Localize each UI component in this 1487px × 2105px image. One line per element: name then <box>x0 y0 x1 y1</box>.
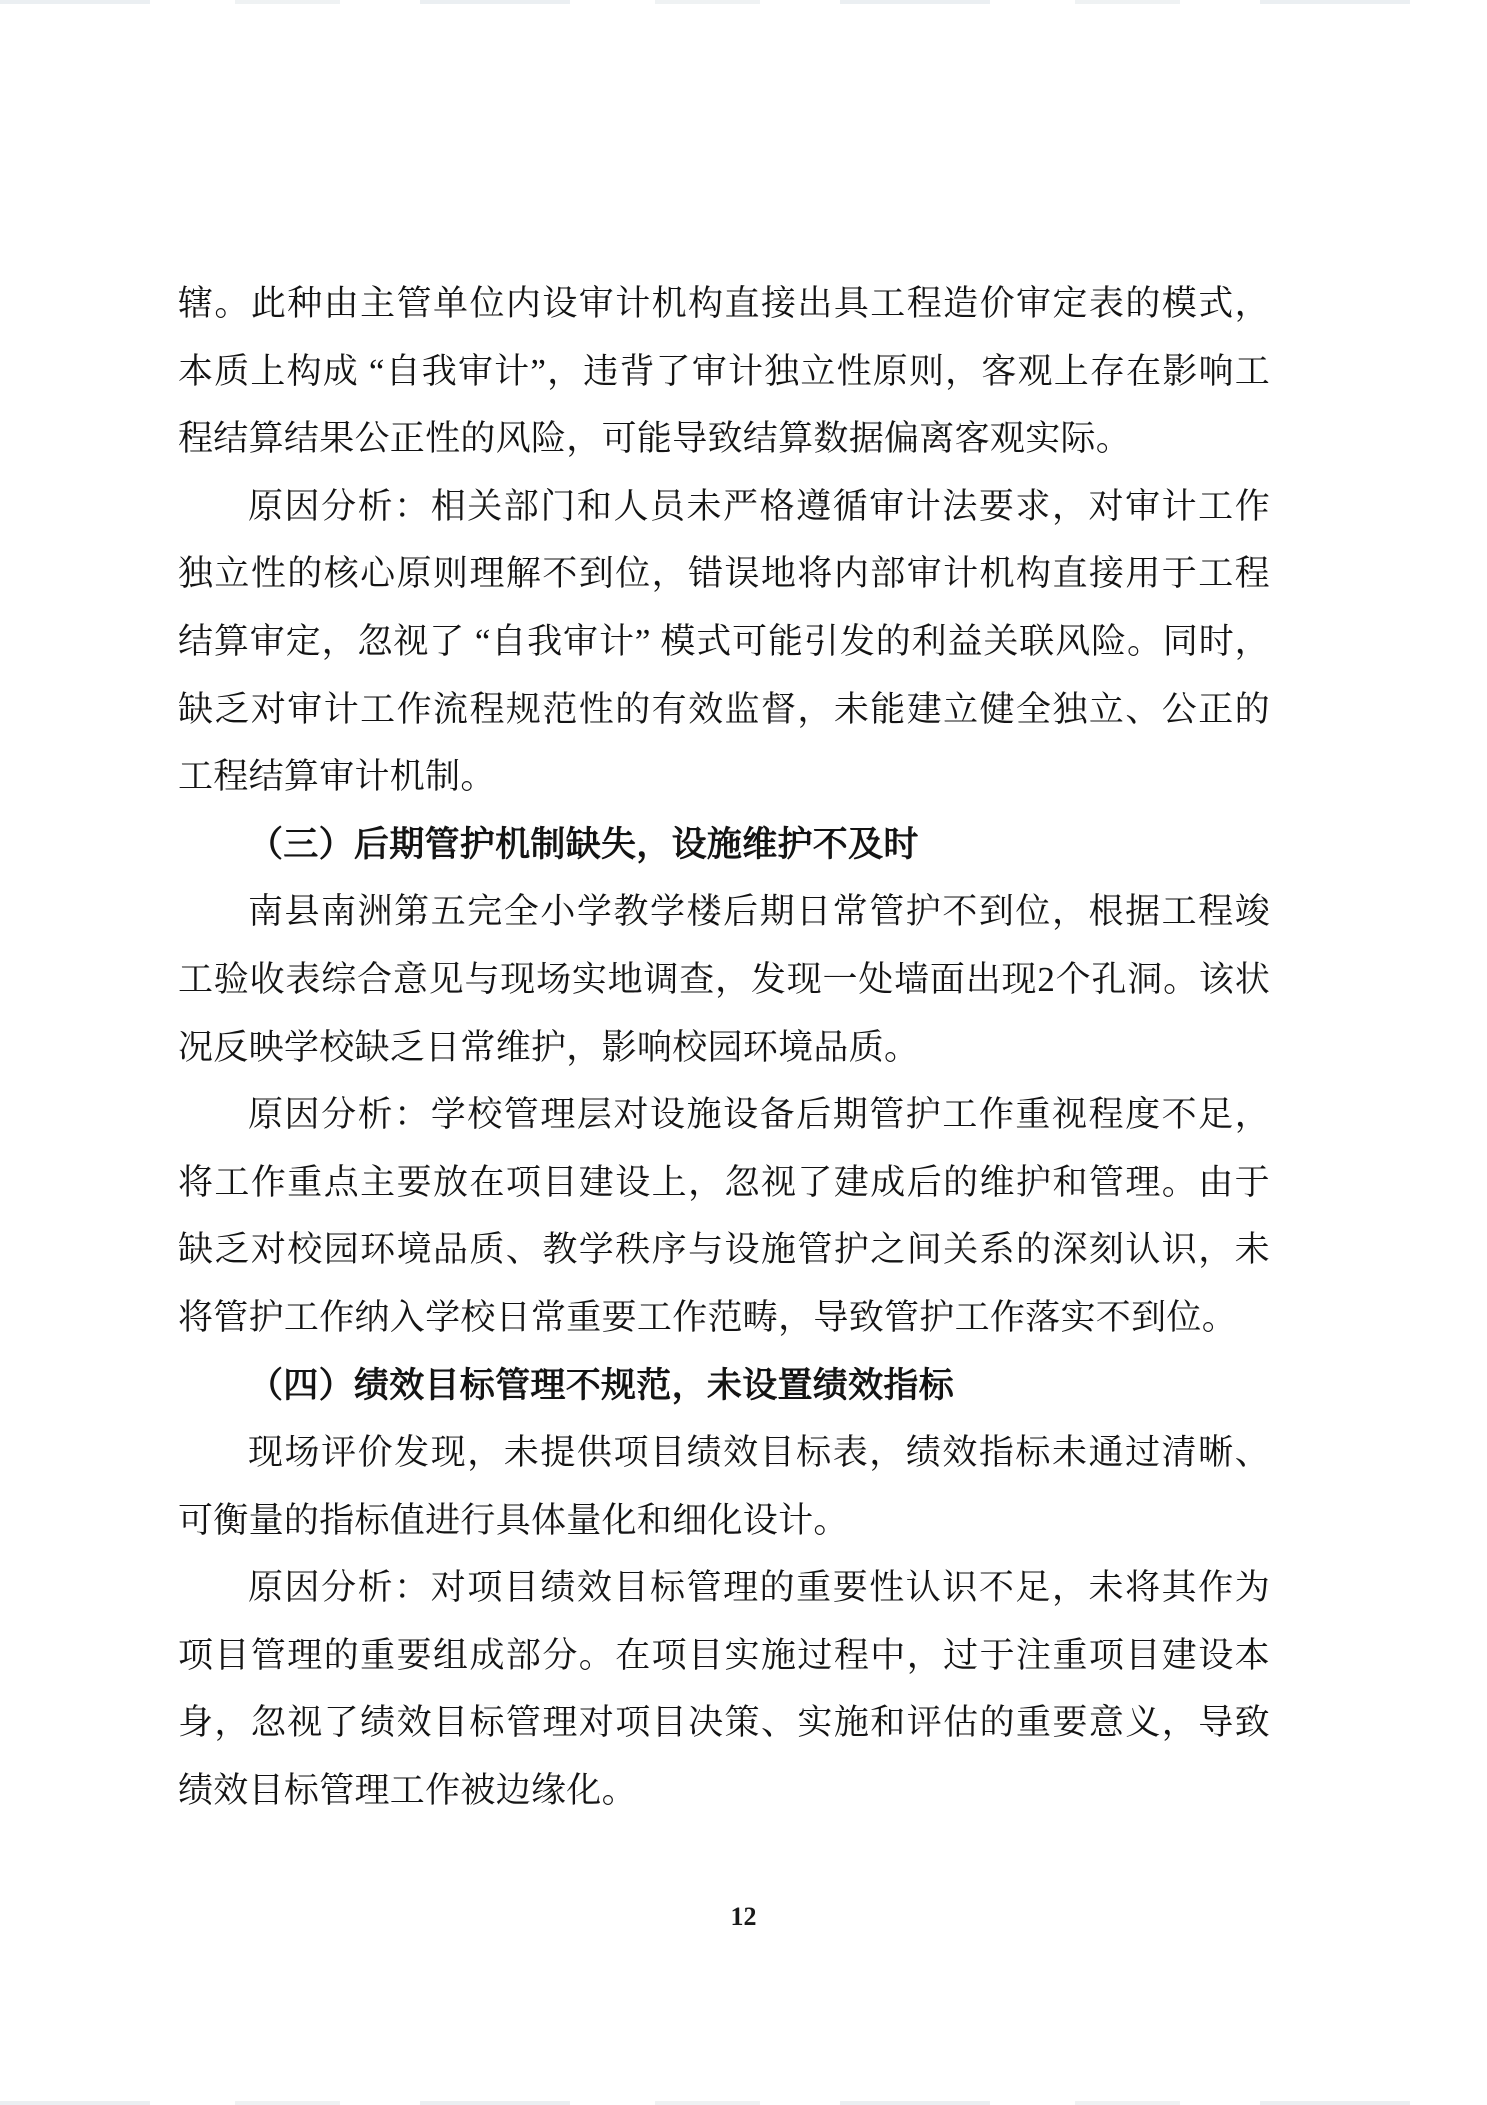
paragraph: 原因分析：学校管理层对设施设备后期管护工作重视程度不足，将工作重点主要放在项目建设上，忽视了建成后的维护和管理。由于缺乏对校园环境品质、教学秩序与设施管护之间关系的深刻认识，未将管护工作纳入学校日常重要工作范畴，导致管护工作落实不到位。 <box>178 1095 1270 1337</box>
paragraph: 原因分析：对项目绩效目标管理的重要性认识不足，未将其作为项目管理的重要组成部分。在项目实施过程中，过于注重项目建设本身，忽视了绩效目标管理对项目决策、实施和评估的重要意义，导致绩效目标管理工作被边缘化。 <box>178 1568 1270 1811</box>
paragraph: 南县南洲第五完全小学教学楼后期日常管护不到位，根据工程竣工验收表综合意见与现场实地调查，发现一处墙面出现2个孔洞。该状况反映学校缺乏日常维护，影响校园环境品质。 <box>178 892 1270 1067</box>
paragraph: 现场评价发现，未提供项目绩效目标表，绩效指标未通过清晰、可衡量的指标值进行具体量化和细化设计。 <box>178 1433 1270 1540</box>
paragraph: 辖。此种由主管单位内设审计机构直接出具工程造价审定表的模式，本质上构成 “自我审计”，违背了审计独立性原则，客观上存在影响工程结算结果公正性的风险，可能导致结算数据偏离客观实际。 <box>178 284 1270 459</box>
section-heading: （四）绩效目标管理不规范，未设置绩效指标 <box>248 1365 955 1405</box>
top-edge-scan-artifact <box>0 0 1487 4</box>
document-body <box>178 270 1270 1825</box>
section-heading: （三）后期管护机制缺失，设施维护不及时 <box>248 824 919 864</box>
paragraph: 原因分析：相关部门和人员未严格遵循审计法要求，对审计工作独立性的核心原则理解不到位，错误地将内部审计机构直接用于工程结算审定，忽视了 “自我审计” 模式可能引发的利益关联风险。同时，缺乏对审计工作流程规范性的有效监督，未能建立健全独立、公正的工程结算审计机制。 <box>178 486 1270 797</box>
page-number: 12 <box>730 1902 757 1931</box>
bottom-edge-scan-artifact <box>0 2101 1487 2105</box>
